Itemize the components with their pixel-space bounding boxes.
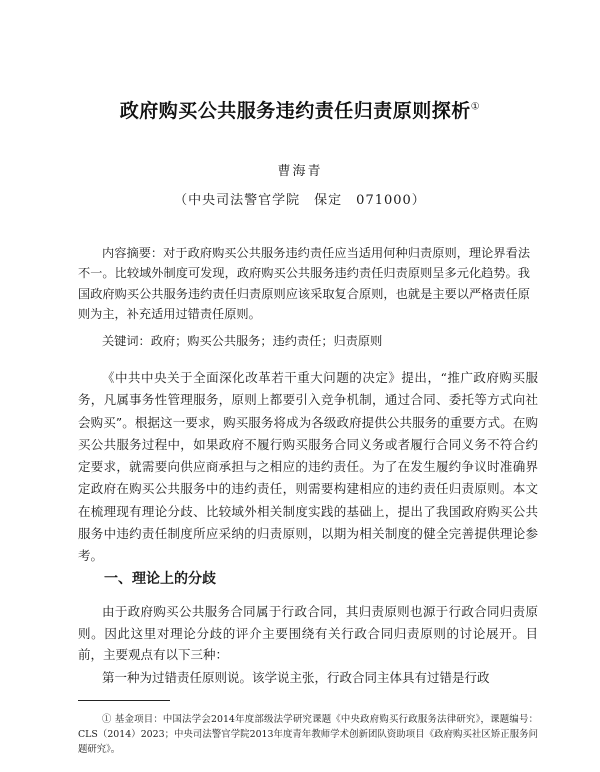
abstract-text: 对于政府购买公共服务违约责任应当适用何种归责原则，理论界看法不一。比较域外制度可发现，政府购买公共服务违约责任归责原则呈多元化趋势。我国政府购买公共服务违约责任归责原则应该采取复合原则，也就是主要以严格责任原则为主，补充适用过错责任原则。 bbox=[78, 246, 531, 321]
abstract-label: 内容摘要： bbox=[102, 246, 164, 260]
footnote-divider bbox=[78, 700, 170, 701]
body-paragraph-3: 第一种为过错责任原则说。该学说主张，行政合同主体具有过错是行政 bbox=[102, 670, 490, 685]
body-paragraph-2: 由于政府购买公共服务合同属于行政合同，其归责原则也源于行政合同归责原则。因此这里对理论分歧的评介主要围绕有关行政合同归责原则的讨论展开。目前，主要观点有以下三种： bbox=[78, 604, 538, 662]
author-affiliation: （中央司法警官学院 保定 071000） bbox=[174, 193, 426, 208]
title-text: 政府购买公共服务违约责任归责原则探析 bbox=[119, 100, 471, 122]
body-paragraph-intro: 《中共中央关于全面深化改革若干重大问题的决定》提出，“推广政府购买服务，凡属事务性管理服务，原则上都要引入竞争机制，通过合同、委托等方式向社会购买”。根据这一要求，购买服务将成为各级政府提供公共服务的重要方式。在购买公共服务过程中，如果政府不履行购买服务合同义务或者履行合同义务不符合约定要求，就需要向供应商承担与之相应的违约责任。为了在发生履约争议时准确界定政府在购买公共服务中的违约责任，则需要构建相应的违约责任归责原则。本文在梳理现有理论分歧、比较域外相关制度实践的基础上，提出了我国政府购买公共服务中违约责任制度所应采纳的归责原则，以期为相关制度的健全完善提供理论参考。 bbox=[78, 370, 538, 564]
keywords-label: 关键词： bbox=[102, 334, 151, 348]
abstract bbox=[78, 243, 530, 324]
title-footnote-marker: ① bbox=[470, 101, 481, 113]
keywords bbox=[102, 331, 532, 351]
section-heading: 一、理论上的分歧 bbox=[104, 571, 216, 587]
keywords-text: 政府；购买公共服务；违约责任；归责原则 bbox=[150, 334, 383, 348]
author-name: 曹海青 bbox=[277, 164, 323, 179]
footnote: ① 基金项目：中国法学会2014年度部级法学研究课题《中央政府购买行政服务法律研究》，课题编号：CLS（2014）2023；中央司法警官学院2013年度青年教师学术创新团队资助项目《政府购买社区矫正服务问题研究》。 bbox=[78, 714, 538, 755]
paper-title bbox=[0, 96, 600, 123]
